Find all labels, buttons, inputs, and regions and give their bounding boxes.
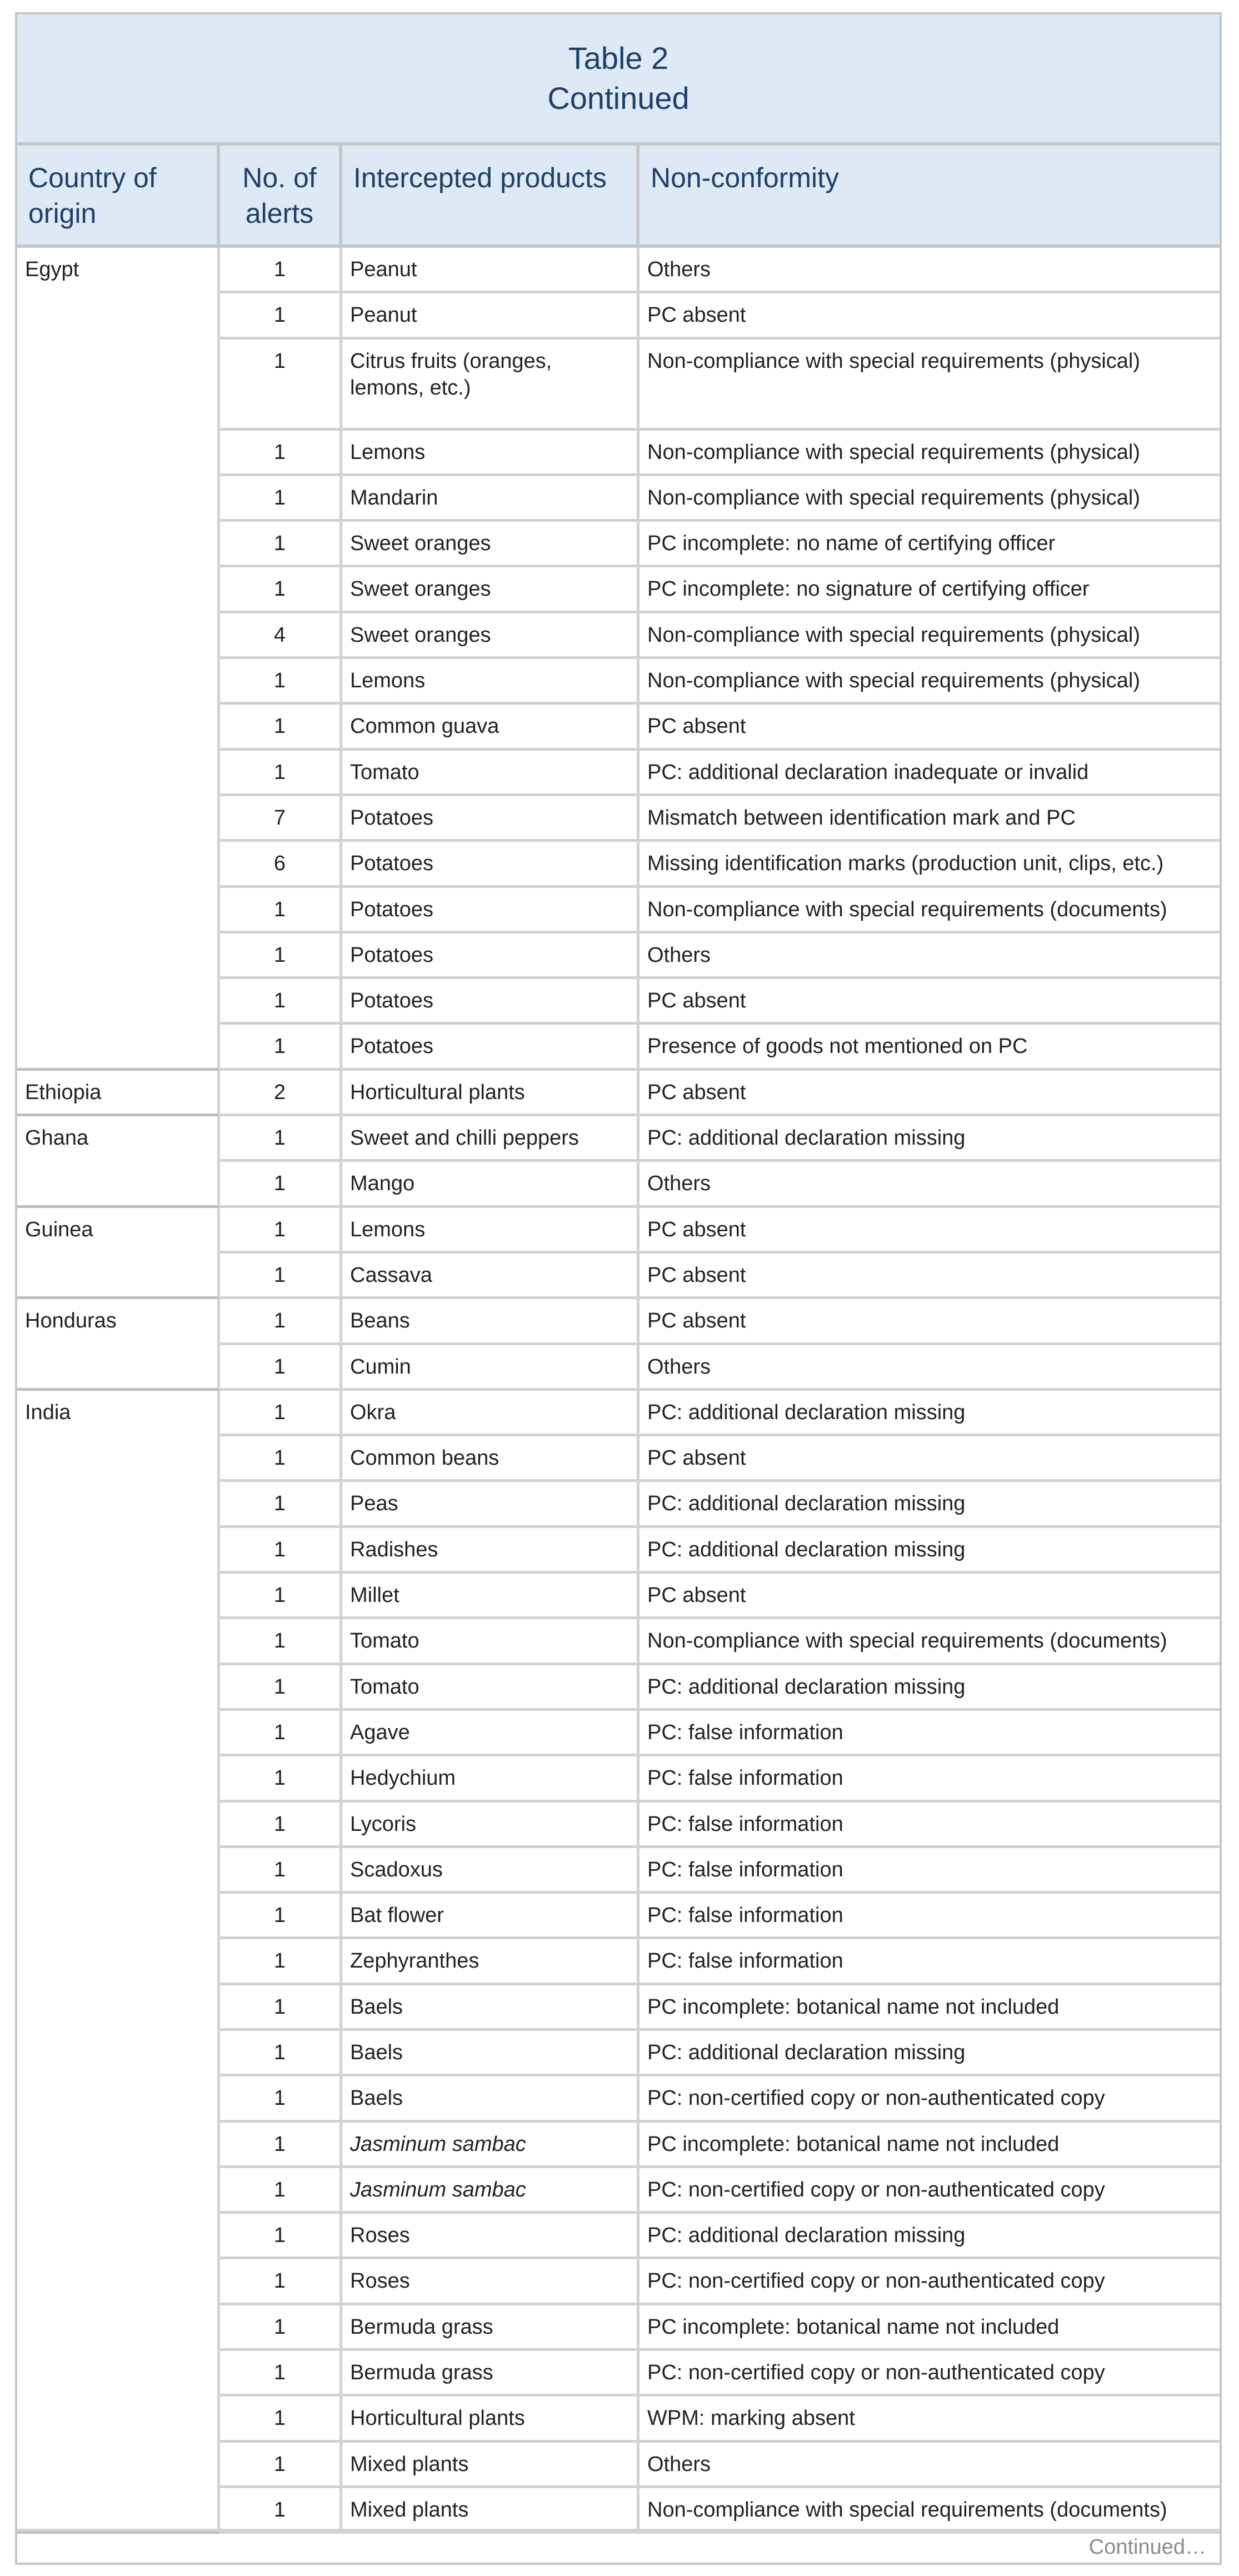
cell-nonconformity: Mismatch between identification mark and PC — [640, 796, 1220, 842]
cell-alerts: 1 — [220, 2443, 342, 2488]
cell-alerts: 1 — [220, 2214, 342, 2259]
cell-product: Jasminum sambac — [342, 2168, 640, 2214]
cell-nonconformity: PC incomplete: botanical name not included — [640, 2123, 1220, 2168]
cell-nonconformity: PC absent — [640, 1299, 1220, 1345]
cell-alerts: 1 — [220, 1025, 342, 1070]
cell-nonconformity: Missing identification marks (production unit, clips, etc.) — [640, 842, 1220, 887]
cell-country: Guinea — [17, 1208, 220, 1300]
cell-alerts: 1 — [220, 2076, 342, 2122]
cell-product: Potatoes — [342, 979, 640, 1025]
cell-nonconformity: PC absent — [640, 293, 1220, 339]
cell-product: Mandarin — [342, 476, 640, 522]
cell-nonconformity: Non-compliance with special requirements (documents) — [640, 2488, 1220, 2534]
table-row — [17, 1208, 1220, 1254]
cell-alerts: 1 — [220, 705, 342, 750]
cell-product: Lycoris — [342, 1803, 640, 1848]
cell-nonconformity: PC: additional declaration missing — [640, 2031, 1220, 2076]
cell-nonconformity: PC absent — [640, 705, 1220, 750]
cell-product: Potatoes — [342, 933, 640, 979]
cell-alerts: 1 — [220, 1116, 342, 1162]
cell-nonconformity: PC: false information — [640, 1803, 1220, 1848]
header-country: Country of origin — [17, 146, 220, 248]
cell-nonconformity: PC: non-certified copy or non-authenticated copy — [640, 2076, 1220, 2122]
cell-product: Bermuda grass — [342, 2351, 640, 2397]
cell-product: Common beans — [342, 1436, 640, 1482]
cell-alerts: 1 — [220, 1208, 342, 1254]
cell-alerts: 1 — [220, 979, 342, 1025]
cell-nonconformity: PC absent — [640, 979, 1220, 1025]
cell-product: Millet — [342, 1574, 640, 1619]
cell-alerts: 1 — [220, 293, 342, 339]
cell-alerts: 1 — [220, 2397, 342, 2442]
cell-product: Lemons — [342, 659, 640, 705]
cell-alerts: 1 — [220, 476, 342, 522]
cell-product: Radishes — [342, 1528, 640, 1574]
cell-nonconformity: Non-compliance with special requirements (physical) — [640, 613, 1220, 659]
table-title: Table 2 — [568, 41, 669, 76]
table-body — [17, 248, 1220, 2534]
cell-nonconformity: Non-compliance with special requirements (documents) — [640, 1619, 1220, 1665]
alerts-table — [17, 146, 1220, 2534]
cell-product: Okra — [342, 1391, 640, 1436]
cell-product: Cumin — [342, 1345, 640, 1391]
cell-product: Peanut — [342, 248, 640, 293]
cell-alerts: 1 — [220, 1619, 342, 1665]
cell-product: Mixed plants — [342, 2443, 640, 2488]
cell-nonconformity: PC: false information — [640, 1756, 1220, 1802]
cell-alerts: 1 — [220, 2031, 342, 2076]
cell-product: Baels — [342, 2031, 640, 2076]
cell-product: Tomato — [342, 1665, 640, 1711]
cell-nonconformity: PC: non-certified copy or non-authenticated copy — [640, 2351, 1220, 2397]
cell-alerts: 2 — [220, 1071, 342, 1116]
cell-nonconformity: PC absent — [640, 1254, 1220, 1299]
cell-nonconformity: PC: additional declaration missing — [640, 1391, 1220, 1436]
cell-alerts: 1 — [220, 1436, 342, 1482]
cell-product: Beans — [342, 1299, 640, 1345]
cell-nonconformity: PC: false information — [640, 1711, 1220, 1756]
cell-nonconformity: PC: false information — [640, 1939, 1220, 1985]
cell-alerts: 1 — [220, 2168, 342, 2214]
cell-nonconformity: PC incomplete: botanical name not included — [640, 1985, 1220, 2031]
table-subtitle: Continued — [547, 81, 690, 116]
cell-alerts: 1 — [220, 1528, 342, 1574]
table-row — [17, 1299, 1220, 1345]
cell-alerts: 1 — [220, 1162, 342, 1207]
cell-product: Sweet and chilli peppers — [342, 1116, 640, 1162]
table-frame — [15, 12, 1222, 2565]
cell-product: Roses — [342, 2259, 640, 2305]
cell-product: Lemons — [342, 431, 640, 476]
cell-country: India — [17, 1391, 220, 2534]
cell-alerts: 1 — [220, 1711, 342, 1756]
cell-alerts: 1 — [220, 1299, 342, 1345]
cell-alerts: 1 — [220, 2351, 342, 2397]
cell-alerts: 1 — [220, 1848, 342, 1894]
table-row — [17, 248, 1220, 293]
cell-product: Bat flower — [342, 1894, 640, 1939]
cell-product: Potatoes — [342, 888, 640, 933]
cell-nonconformity: PC absent — [640, 1208, 1220, 1254]
cell-alerts: 1 — [220, 2488, 342, 2534]
cell-product: Citrus fruits (oranges, lemons, etc.) — [342, 340, 640, 431]
cell-alerts: 1 — [220, 567, 342, 613]
cell-alerts: 1 — [220, 2259, 342, 2305]
cell-alerts: 1 — [220, 659, 342, 705]
continued-note: Continued… — [17, 2529, 1220, 2563]
cell-nonconformity: PC: additional declaration inadequate or invalid — [640, 751, 1220, 796]
cell-nonconformity: PC: false information — [640, 1894, 1220, 1939]
cell-nonconformity: Non-compliance with special requirements (physical) — [640, 476, 1220, 522]
cell-nonconformity: PC: additional declaration missing — [640, 1665, 1220, 1711]
cell-product: Mango — [342, 1162, 640, 1207]
table-row — [17, 1391, 1220, 1436]
cell-nonconformity: Presence of goods not mentioned on PC — [640, 1025, 1220, 1070]
cell-alerts: 1 — [220, 1894, 342, 1939]
cell-alerts: 1 — [220, 248, 342, 293]
cell-country: Ethiopia — [17, 1071, 220, 1116]
cell-country: Honduras — [17, 1299, 220, 1391]
cell-nonconformity: PC: additional declaration missing — [640, 1528, 1220, 1574]
cell-nonconformity: PC: non-certified copy or non-authenticated copy — [640, 2168, 1220, 2214]
cell-product: Sweet oranges — [342, 613, 640, 659]
cell-alerts: 1 — [220, 1254, 342, 1299]
cell-product: Sweet oranges — [342, 567, 640, 613]
cell-product: Horticultural plants — [342, 1071, 640, 1116]
table-row — [17, 1116, 1220, 1162]
cell-alerts: 1 — [220, 1803, 342, 1848]
cell-nonconformity: PC absent — [640, 1436, 1220, 1482]
cell-product: Sweet oranges — [342, 522, 640, 567]
cell-alerts: 1 — [220, 751, 342, 796]
cell-nonconformity: PC: additional declaration missing — [640, 1116, 1220, 1162]
cell-nonconformity: Others — [640, 248, 1220, 293]
cell-alerts: 4 — [220, 613, 342, 659]
table-caption — [17, 14, 1220, 146]
cell-alerts: 1 — [220, 1391, 342, 1436]
cell-nonconformity: PC incomplete: no name of certifying officer — [640, 522, 1220, 567]
cell-alerts: 1 — [220, 2123, 342, 2168]
cell-product: Zephyranthes — [342, 1939, 640, 1985]
cell-product: Horticultural plants — [342, 2397, 640, 2442]
cell-nonconformity: Others — [640, 933, 1220, 979]
header-alerts: No. of alerts — [220, 146, 342, 248]
cell-nonconformity: Non-compliance with special requirements (physical) — [640, 431, 1220, 476]
cell-product: Jasminum sambac — [342, 2123, 640, 2168]
cell-alerts: 1 — [220, 1985, 342, 2031]
cell-nonconformity: PC: false information — [640, 1848, 1220, 1894]
cell-product: Tomato — [342, 1619, 640, 1665]
cell-product: Mixed plants — [342, 2488, 640, 2534]
cell-product: Common guava — [342, 705, 640, 750]
cell-nonconformity: Non-compliance with special requirements (documents) — [640, 888, 1220, 933]
cell-product: Agave — [342, 1711, 640, 1756]
cell-nonconformity: Non-compliance with special requirements (physical) — [640, 659, 1220, 705]
cell-country: Ghana — [17, 1116, 220, 1208]
cell-country: Egypt — [17, 248, 220, 1071]
cell-alerts: 1 — [220, 933, 342, 979]
cell-nonconformity: Others — [640, 1345, 1220, 1391]
cell-product: Bermuda grass — [342, 2305, 640, 2351]
cell-product: Potatoes — [342, 796, 640, 842]
cell-alerts: 1 — [220, 1756, 342, 1802]
cell-alerts: 1 — [220, 1665, 342, 1711]
cell-nonconformity: PC incomplete: no signature of certifying officer — [640, 567, 1220, 613]
cell-product: Roses — [342, 2214, 640, 2259]
cell-alerts: 1 — [220, 431, 342, 476]
cell-alerts: 1 — [220, 522, 342, 567]
cell-product: Tomato — [342, 751, 640, 796]
cell-nonconformity: PC: non-certified copy or non-authenticated copy — [640, 2259, 1220, 2305]
cell-alerts: 7 — [220, 796, 342, 842]
cell-alerts: 1 — [220, 1482, 342, 1527]
header-row — [17, 146, 1220, 248]
cell-nonconformity: PC: additional declaration missing — [640, 1482, 1220, 1527]
cell-alerts: 1 — [220, 340, 342, 431]
cell-nonconformity: PC incomplete: botanical name not included — [640, 2305, 1220, 2351]
cell-product: Peanut — [342, 293, 640, 339]
cell-product: Lemons — [342, 1208, 640, 1254]
cell-alerts: 1 — [220, 1574, 342, 1619]
cell-alerts: 1 — [220, 2305, 342, 2351]
cell-product: Cassava — [342, 1254, 640, 1299]
cell-nonconformity: PC: additional declaration missing — [640, 2214, 1220, 2259]
cell-product: Baels — [342, 1985, 640, 2031]
cell-product: Potatoes — [342, 1025, 640, 1070]
cell-nonconformity: Others — [640, 1162, 1220, 1207]
cell-nonconformity: Others — [640, 2443, 1220, 2488]
cell-product: Baels — [342, 2076, 640, 2122]
header-nonconformity: Non-conformity — [640, 146, 1220, 248]
cell-product: Scadoxus — [342, 1848, 640, 1894]
cell-product: Potatoes — [342, 842, 640, 887]
cell-alerts: 1 — [220, 1939, 342, 1985]
cell-nonconformity: PC absent — [640, 1574, 1220, 1619]
header-products: Intercepted products — [342, 146, 640, 248]
table-row — [17, 1071, 1220, 1116]
cell-nonconformity: PC absent — [640, 1071, 1220, 1116]
cell-alerts: 6 — [220, 842, 342, 887]
cell-nonconformity: WPM: marking absent — [640, 2397, 1220, 2442]
cell-alerts: 1 — [220, 1345, 342, 1391]
cell-product: Hedychium — [342, 1756, 640, 1802]
cell-product: Peas — [342, 1482, 640, 1527]
cell-alerts: 1 — [220, 888, 342, 933]
cell-nonconformity: Non-compliance with special requirements (physical) — [640, 340, 1220, 431]
